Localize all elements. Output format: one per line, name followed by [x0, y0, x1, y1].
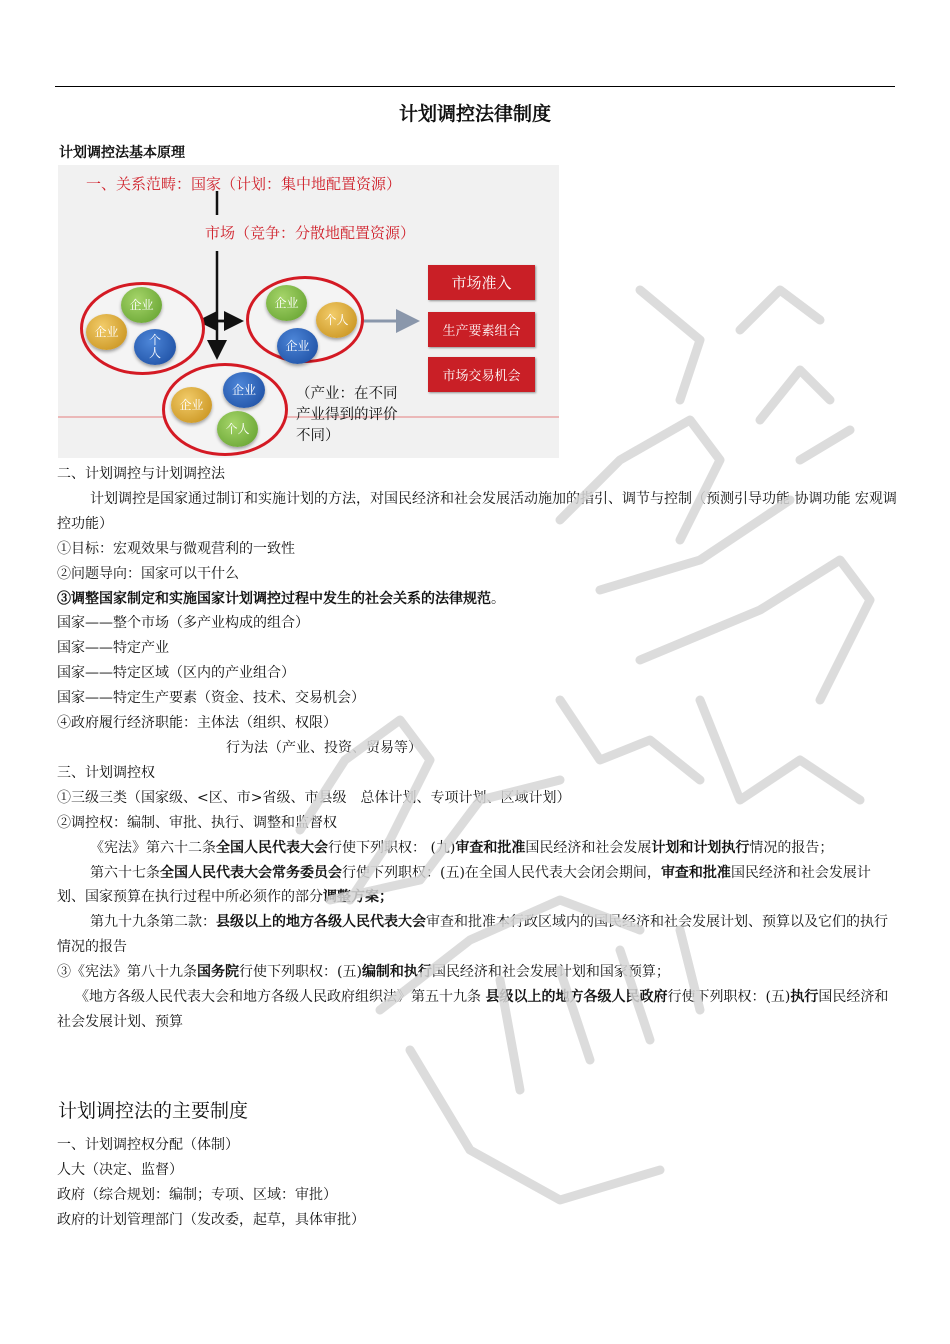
- text-run: 第九十九条第二款：: [90, 914, 216, 931]
- bubble-enterprise: 企业: [86, 314, 127, 350]
- industry-note: （产业：在不同产业得到的评价不同）: [296, 386, 398, 444]
- list-item: 人大（决定、监督）: [57, 1162, 183, 1178]
- constitution-art67: [57, 861, 897, 911]
- text-run: 国民经济和社会发展计划、预算: [57, 989, 889, 1030]
- bubble-enterprise: 企业: [266, 285, 307, 321]
- bubble-label: 个人: [148, 333, 161, 360]
- bubble-enterprise: 企业: [171, 387, 212, 423]
- box-trade-opportunity: 市场交易机会: [428, 357, 535, 392]
- bold-text: 全国人民代表大会常务委员会: [160, 864, 342, 881]
- text-run: 国民经济和社会发展: [525, 839, 652, 856]
- text-run: 审查和批准本行政区域内的国民经济和社会发展计划、预算以及它们的执行情况的报告: [57, 914, 888, 956]
- list-item: [57, 587, 897, 612]
- text-run: 国民经济和社会发展计划、国家预算在执行过程中所必须作的部分: [57, 864, 871, 906]
- text-run: 国民经济和社会发展计划和国家预算；: [431, 964, 670, 981]
- section-heading-2: 二、计划调控与计划调控法: [57, 466, 225, 482]
- bold-text: 调整方案；: [323, 889, 393, 906]
- text-run: 行使下列职权：(五): [667, 989, 791, 1006]
- bold-text: 全国人民代表大会: [216, 839, 328, 856]
- text-run: 《地方各级人民代表大会和地方各级人民政府组织法》第五十九条: [75, 989, 486, 1006]
- text-run: 行使下列职权： (九): [328, 839, 456, 856]
- text-run: 行使下列职权：(五)在全国人民代表大会闭会期间，: [342, 864, 661, 881]
- list-item: 国家——特定产业: [57, 640, 169, 657]
- bubble-enterprise: 企业: [277, 328, 318, 364]
- sub-heading: 计划调控法基本原理: [59, 145, 185, 161]
- text-run: 情况的报告；: [749, 839, 834, 856]
- bold-text: 审查和批准: [455, 839, 526, 856]
- bubble-individual: 个人: [316, 302, 357, 338]
- section2-body: [57, 1133, 365, 1233]
- constitution-art62: [57, 836, 897, 861]
- relationship-diagram: [58, 165, 559, 458]
- definition-paragraph: 计划调控是国家通过制订和实施计划的方法，对国民经济和社会发展活动施加的指引、调节与控制（预测引导功能 协调功能 宏观调控功能）: [57, 490, 897, 532]
- diagram-line2: 市场（竞争：分散地配置资源）: [205, 224, 416, 242]
- bold-text: 编制和执行: [361, 964, 432, 981]
- bubble-enterprise: 企业: [223, 372, 265, 408]
- body-text: [57, 462, 897, 1035]
- top-rule: [55, 86, 895, 87]
- list-item: 政府（综合规划：编制；专项、区域：审批）: [57, 1187, 337, 1203]
- text-run: 行使下列职权：(五): [239, 964, 362, 981]
- list-item: 国家——特定区域（区内的产业组合）: [57, 665, 295, 682]
- diagram-line1: 一、关系范畴：国家（计划：集中地配置资源）: [86, 175, 402, 193]
- bold-text: 执行: [790, 989, 819, 1006]
- list-item: 一、计划调控权分配（体制）: [57, 1137, 239, 1153]
- text-run: 《宪法》第六十二条: [90, 839, 216, 856]
- bold-text: 审查和批准: [660, 864, 731, 881]
- text-run: ③《宪法》第八十九条: [57, 964, 197, 981]
- list-item: ②调控权：编制、审批、执行、调整和监督权: [57, 814, 337, 831]
- page-title: 计划调控法律制度: [398, 103, 551, 125]
- list-item: ①三级三类（国家级、<区、市>省级、市县级 总体计划、专项计划、区域计划）: [57, 789, 571, 806]
- text-run: 第六十七条: [90, 864, 160, 881]
- box-factor-combination: 生产要素组合: [428, 312, 535, 347]
- bubble-enterprise: 企业: [121, 287, 162, 323]
- bubble-individual: 个人: [217, 411, 258, 447]
- organic-law-art59: [57, 985, 897, 1035]
- bold-text: 计划和计划执行: [651, 839, 750, 856]
- list-item: ④政府履行经济职能：主体法（组织、权限）: [57, 715, 337, 732]
- constitution-art99: [57, 910, 897, 960]
- bold-text: 县级以上的地方各级人民政府: [485, 989, 668, 1006]
- list-item: 国家——整个市场（多产业构成的组合）: [57, 615, 309, 632]
- list-item: 行为法（产业、投资、贸易等）: [226, 739, 422, 756]
- list-item: ②问题导向：国家可以干什么: [57, 565, 239, 582]
- text-run: 。: [491, 590, 505, 607]
- bold-text: 县级以上的地方各级人民代表大会: [216, 914, 426, 931]
- box-market-access: 市场准入: [428, 265, 535, 300]
- list-item: ①目标：宏观效果与微观营利的一致性: [57, 540, 295, 557]
- bold-text: 国务院: [197, 964, 239, 981]
- constitution-art89: [57, 960, 897, 985]
- bubble-individual: [134, 329, 176, 365]
- bold-text: ③调整国家制定和实施国家计划调控过程中发生的社会关系的法律规范: [57, 590, 491, 607]
- list-item: 国家——特定生产要素（资金、技术、交易机会）: [57, 690, 365, 707]
- list-item: 政府的计划管理部门（发改委，起草，具体审批）: [57, 1212, 365, 1228]
- section2-heading: 计划调控法的主要制度: [58, 1100, 249, 1122]
- section-heading-3: 三、计划调控权: [57, 764, 155, 781]
